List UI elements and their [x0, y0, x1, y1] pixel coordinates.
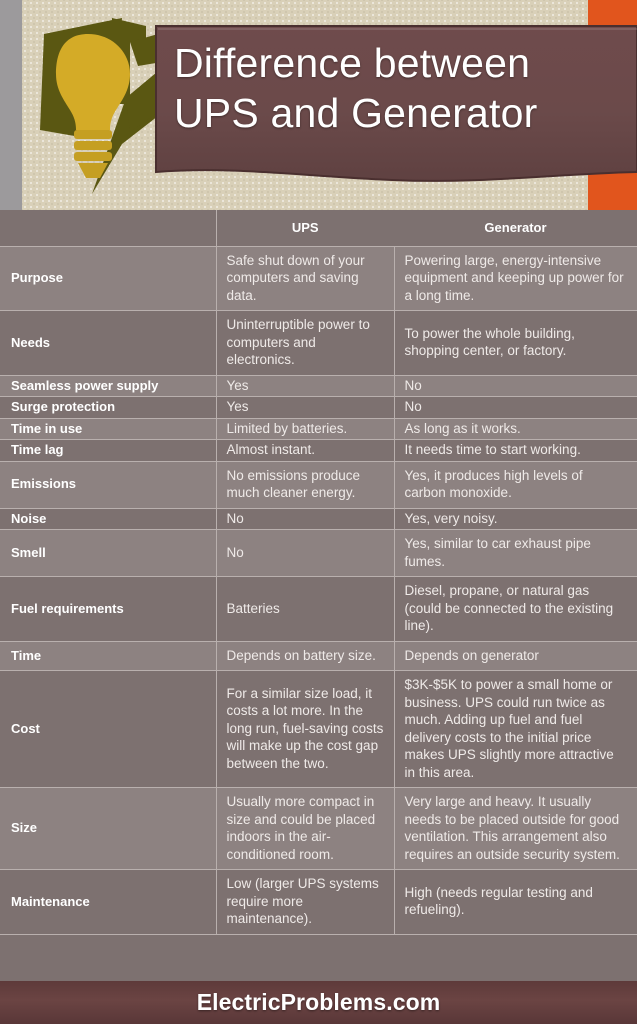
row-generator-purpose: Powering large, energy-intensive equipment and keeping up power for a long time. — [394, 246, 637, 311]
table-row — [0, 577, 637, 642]
row-generator-time-in-use: As long as it works. — [394, 418, 637, 440]
row-ups-time-in-use: Limited by batteries. — [216, 418, 394, 440]
page-title-line-2: UPS and Generator — [174, 90, 538, 136]
row-generator-size: Very large and heavy. It usually needs to be placed outside for good ventilation. This arrangement also requires an outside security system. — [394, 788, 637, 870]
column-header-ups: UPS — [216, 210, 394, 246]
header-left-gray-strip — [0, 0, 22, 210]
row-ups-smell: No — [216, 530, 394, 577]
row-label-time: Time — [0, 641, 216, 671]
row-ups-cost: For a similar size load, it costs a lot more. In the long run, fuel-saving costs will make up the cost gap between the two. — [216, 671, 394, 788]
table-header-row — [0, 210, 637, 246]
row-generator-smell: Yes, similar to car exhaust pipe fumes. — [394, 530, 637, 577]
row-ups-purpose: Safe shut down of your computers and saving data. — [216, 246, 394, 311]
table-row — [0, 530, 637, 577]
row-ups-size: Usually more compact in size and could be placed indoors in the air-conditioned room. — [216, 788, 394, 870]
row-label-time-lag: Time lag — [0, 440, 216, 462]
row-label-maintenance: Maintenance — [0, 870, 216, 935]
row-generator-needs: To power the whole building, shopping center, or factory. — [394, 311, 637, 376]
comparison-table-wrapper — [0, 210, 637, 981]
table-row — [0, 311, 637, 376]
row-ups-maintenance: Low (larger UPS systems require more maintenance). — [216, 870, 394, 935]
table-row — [0, 671, 637, 788]
table-row — [0, 375, 637, 397]
row-label-smell: Smell — [0, 530, 216, 577]
table-row — [0, 870, 637, 935]
row-generator-cost: $3K-$5K to power a small home or business. UPS could run twice as much. Adding up fuel and fuel delivery costs to the initial price makes UPS slightly more attractive in this area. — [394, 671, 637, 788]
row-label-purpose: Purpose — [0, 246, 216, 311]
row-label-fuel-requirements: Fuel requirements — [0, 577, 216, 642]
row-generator-seamless-power-supply: No — [394, 375, 637, 397]
row-label-size: Size — [0, 788, 216, 870]
table-row — [0, 418, 637, 440]
row-label-time-in-use: Time in use — [0, 418, 216, 440]
column-header-generator: Generator — [394, 210, 637, 246]
row-label-surge-protection: Surge protection — [0, 397, 216, 419]
table-row — [0, 440, 637, 462]
row-ups-seamless-power-supply: Yes — [216, 375, 394, 397]
row-ups-surge-protection: Yes — [216, 397, 394, 419]
row-ups-needs: Uninterruptible power to computers and electronics. — [216, 311, 394, 376]
row-generator-time-lag: It needs time to start working. — [394, 440, 637, 462]
row-generator-surge-protection: No — [394, 397, 637, 419]
row-label-cost: Cost — [0, 671, 216, 788]
row-label-seamless-power-supply: Seamless power supply — [0, 375, 216, 397]
footer-site-name: ElectricProblems.com — [196, 989, 441, 1015]
table-row — [0, 508, 637, 530]
row-ups-time-lag: Almost instant. — [216, 440, 394, 462]
row-ups-noise: No — [216, 508, 394, 530]
table-row — [0, 397, 637, 419]
table-row — [0, 246, 637, 311]
row-ups-time: Depends on battery size. — [216, 641, 394, 671]
table-body — [0, 246, 637, 934]
row-label-noise: Noise — [0, 508, 216, 530]
row-generator-fuel-requirements: Diesel, propane, or natural gas (could be connected to the existing line). — [394, 577, 637, 642]
comparison-table — [0, 210, 637, 935]
row-generator-time: Depends on generator — [394, 641, 637, 671]
header — [0, 0, 637, 210]
row-ups-fuel-requirements: Batteries — [216, 577, 394, 642]
row-generator-noise: Yes, very noisy. — [394, 508, 637, 530]
table-row — [0, 461, 637, 508]
row-label-emissions: Emissions — [0, 461, 216, 508]
table-row — [0, 788, 637, 870]
table-row — [0, 641, 637, 671]
row-generator-maintenance: High (needs regular testing and refueling). — [394, 870, 637, 935]
row-generator-emissions: Yes, it produces high levels of carbon monoxide. — [394, 461, 637, 508]
page-title-line-1: Difference between — [174, 40, 531, 86]
footer-bar — [0, 981, 637, 1024]
row-ups-emissions: No emissions produce much cleaner energy. — [216, 461, 394, 508]
row-label-needs: Needs — [0, 311, 216, 376]
column-header-feature — [0, 210, 216, 246]
title-banner — [152, 22, 637, 198]
